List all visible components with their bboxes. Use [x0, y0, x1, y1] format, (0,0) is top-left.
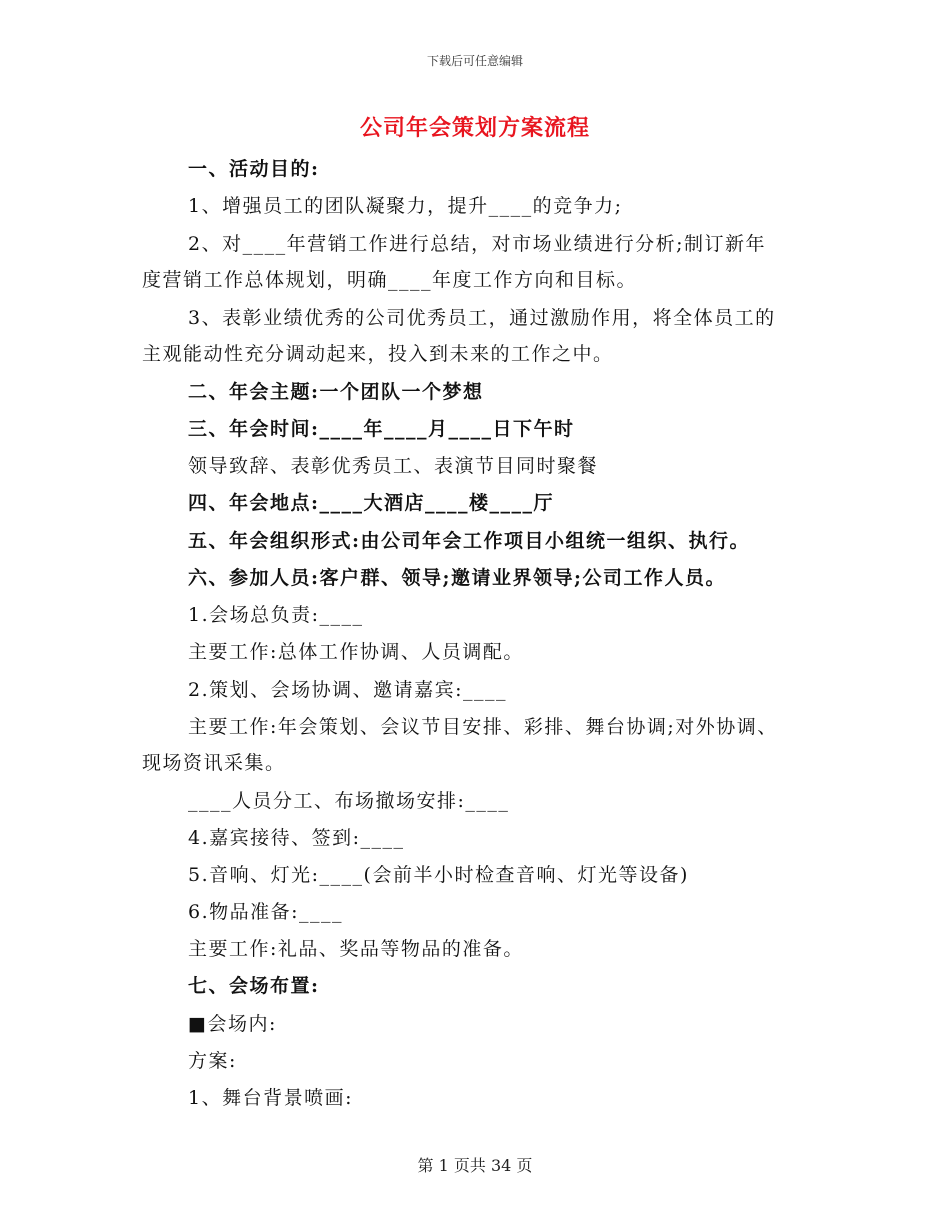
paragraph-line: 主要工作:年会策划、会议节目安排、彩排、舞台协调;对外协调、 — [188, 716, 778, 738]
paragraph-line: 度营销工作总体规划，明确____年度工作方向和目标。 — [142, 269, 638, 291]
page-footer: 第 1 页共 34 页 — [417, 1156, 533, 1175]
list-item: 5.音响、灯光:____(会前半小时检查音响、灯光等设备) — [188, 864, 689, 886]
list-item: 6.物品准备:____ — [188, 901, 344, 923]
section-heading-attendees: 六、参加人员:客户群、领导;邀请业界领导;公司工作人员。 — [188, 567, 727, 589]
section-heading-time: 三、年会时间:____年____月____日下午时 — [188, 418, 575, 440]
list-item: 2.策划、会场协调、邀请嘉宾:____ — [188, 679, 508, 701]
section-heading-theme: 二、年会主题:一个团队一个梦想 — [188, 381, 484, 403]
list-item: 4.嘉宾接待、签到:____ — [188, 827, 405, 849]
paragraph-line: 1、增强员工的团队凝聚力，提升____的竞争力; — [188, 195, 623, 217]
paragraph-line: 方案: — [188, 1050, 237, 1072]
page-header: 下载后可任意编辑 — [426, 54, 523, 68]
section-heading-venue: 四、年会地点:____大酒店____楼____厅 — [188, 492, 555, 514]
paragraph-line: 主要工作:总体工作协调、人员调配。 — [188, 641, 524, 663]
list-item: 1、舞台背景喷画: — [188, 1087, 353, 1109]
paragraph-line: 现场资讯采集。 — [142, 752, 286, 774]
paragraph-line: 主要工作:礼品、奖品等物品的准备。 — [188, 938, 524, 960]
paragraph-line: 3、表彰业绩优秀的公司优秀员工，通过激励作用，将全体员工的 — [188, 307, 776, 329]
section-heading-purpose: 一、活动目的: — [188, 158, 320, 180]
subsection-heading: ■会场内: — [188, 1013, 277, 1035]
paragraph-line: 2、对____年营销工作进行总结，对市场业绩进行分析;制订新年 — [188, 233, 766, 255]
list-item: 1.会场总负责:____ — [188, 604, 364, 626]
list-item: ____人员分工、布场撤场安排:____ — [188, 790, 510, 812]
paragraph-line: 主观能动性充分调动起来，投入到未来的工作之中。 — [142, 343, 614, 365]
section-heading-layout: 七、会场布置: — [188, 975, 320, 997]
section-heading-format: 五、年会组织形式:由公司年会工作项目小组统一组织、执行。 — [188, 530, 751, 552]
document-title: 公司年会策划方案流程 — [359, 115, 590, 141]
paragraph-line: 领导致辞、表彰优秀员工、表演节目同时聚餐 — [188, 455, 599, 477]
